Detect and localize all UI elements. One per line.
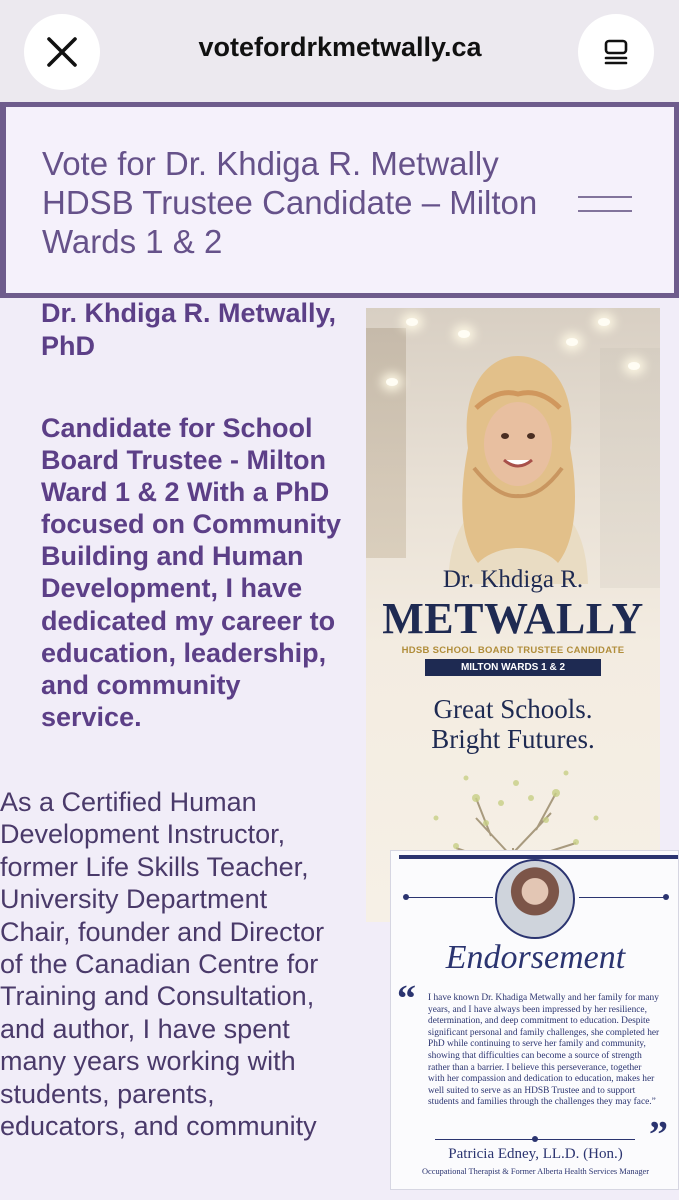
- candidate-photo: [428, 348, 608, 584]
- open-quote-icon: “: [397, 978, 416, 1020]
- poster-wards-badge: MILTON WARDS 1 & 2: [425, 659, 601, 676]
- endorsement-card: [390, 850, 679, 1190]
- divider: [579, 897, 665, 898]
- endorser-role: Occupational Therapist & Former Alberta Health Services Manager: [421, 1167, 650, 1176]
- endorser-portrait: [495, 859, 575, 939]
- divider-dot: [663, 894, 669, 900]
- candidate-intro: Candidate for School Board Trustee - Milton Ward 1 & 2 With a PhD focused on Community Building and Human Development, I have dedicated my career to education, leadership, and community service.: [41, 413, 342, 732]
- divider: [407, 897, 493, 898]
- divider-dot: [403, 894, 409, 900]
- poster-slogan-line1: Great Schools.: [433, 694, 593, 724]
- close-icon: [45, 35, 79, 69]
- endorsement-title: Endorsement: [445, 939, 626, 976]
- endorser-name: Patricia Edney, LL.D. (Hon.): [448, 1146, 623, 1162]
- tabs-button[interactable]: [578, 14, 654, 90]
- url-bar[interactable]: votefordrkmetwally.ca: [198, 32, 482, 62]
- tabs-icon: [601, 37, 631, 67]
- site-title[interactable]: Vote for Dr. Khdiga R. Metwally HDSB Trustee Candidate – Milton Wards 1 & 2: [42, 145, 538, 260]
- site-header: [0, 102, 679, 298]
- divider-dot: [532, 1136, 538, 1142]
- endorsement-text: I have known Dr. Khadiga Metwally and her family for many years, and I have always been impressed by her resilience, determination, and deep commitment to education. Despite significant personal and family challenges, she completed her PhD while continuing to serve her family and community, showing that difficulties can become a source of strength rather than a barrier. I believe this perseverance, together with her compassion and dedication to education, makes her well suited to serve as an HDSB Trustee and to support students and families through the challenges they may face.”: [428, 993, 660, 1108]
- hamburger-icon[interactable]: [576, 191, 634, 215]
- campaign-poster: [366, 308, 660, 922]
- close-quote-icon: ”: [649, 1114, 668, 1156]
- poster-surname: METWALLY: [382, 594, 644, 643]
- poster-subtitle: HDSB SCHOOL BOARD TRUSTEE CANDIDATE: [401, 645, 625, 656]
- poster-background: [600, 348, 660, 588]
- poster-slogan-line2: Bright Futures.: [431, 724, 595, 754]
- candidate-name: Dr. Khdiga R. Metwally, PhD: [41, 298, 337, 361]
- candidate-bio: As a Certified Human Development Instructor, former Life Skills Teacher, University Department Chair, founder and Director of the Canadian Centre for Training and Consultation, and author, I have spent many years working with students, parents, educators, and community: [0, 787, 325, 1142]
- poster-name-line: Dr. Khdiga R.: [442, 566, 584, 593]
- browser-top-bar: [0, 0, 679, 102]
- poster-slogan: [366, 694, 660, 754]
- poster-background: [366, 328, 406, 558]
- close-button[interactable]: [24, 14, 100, 90]
